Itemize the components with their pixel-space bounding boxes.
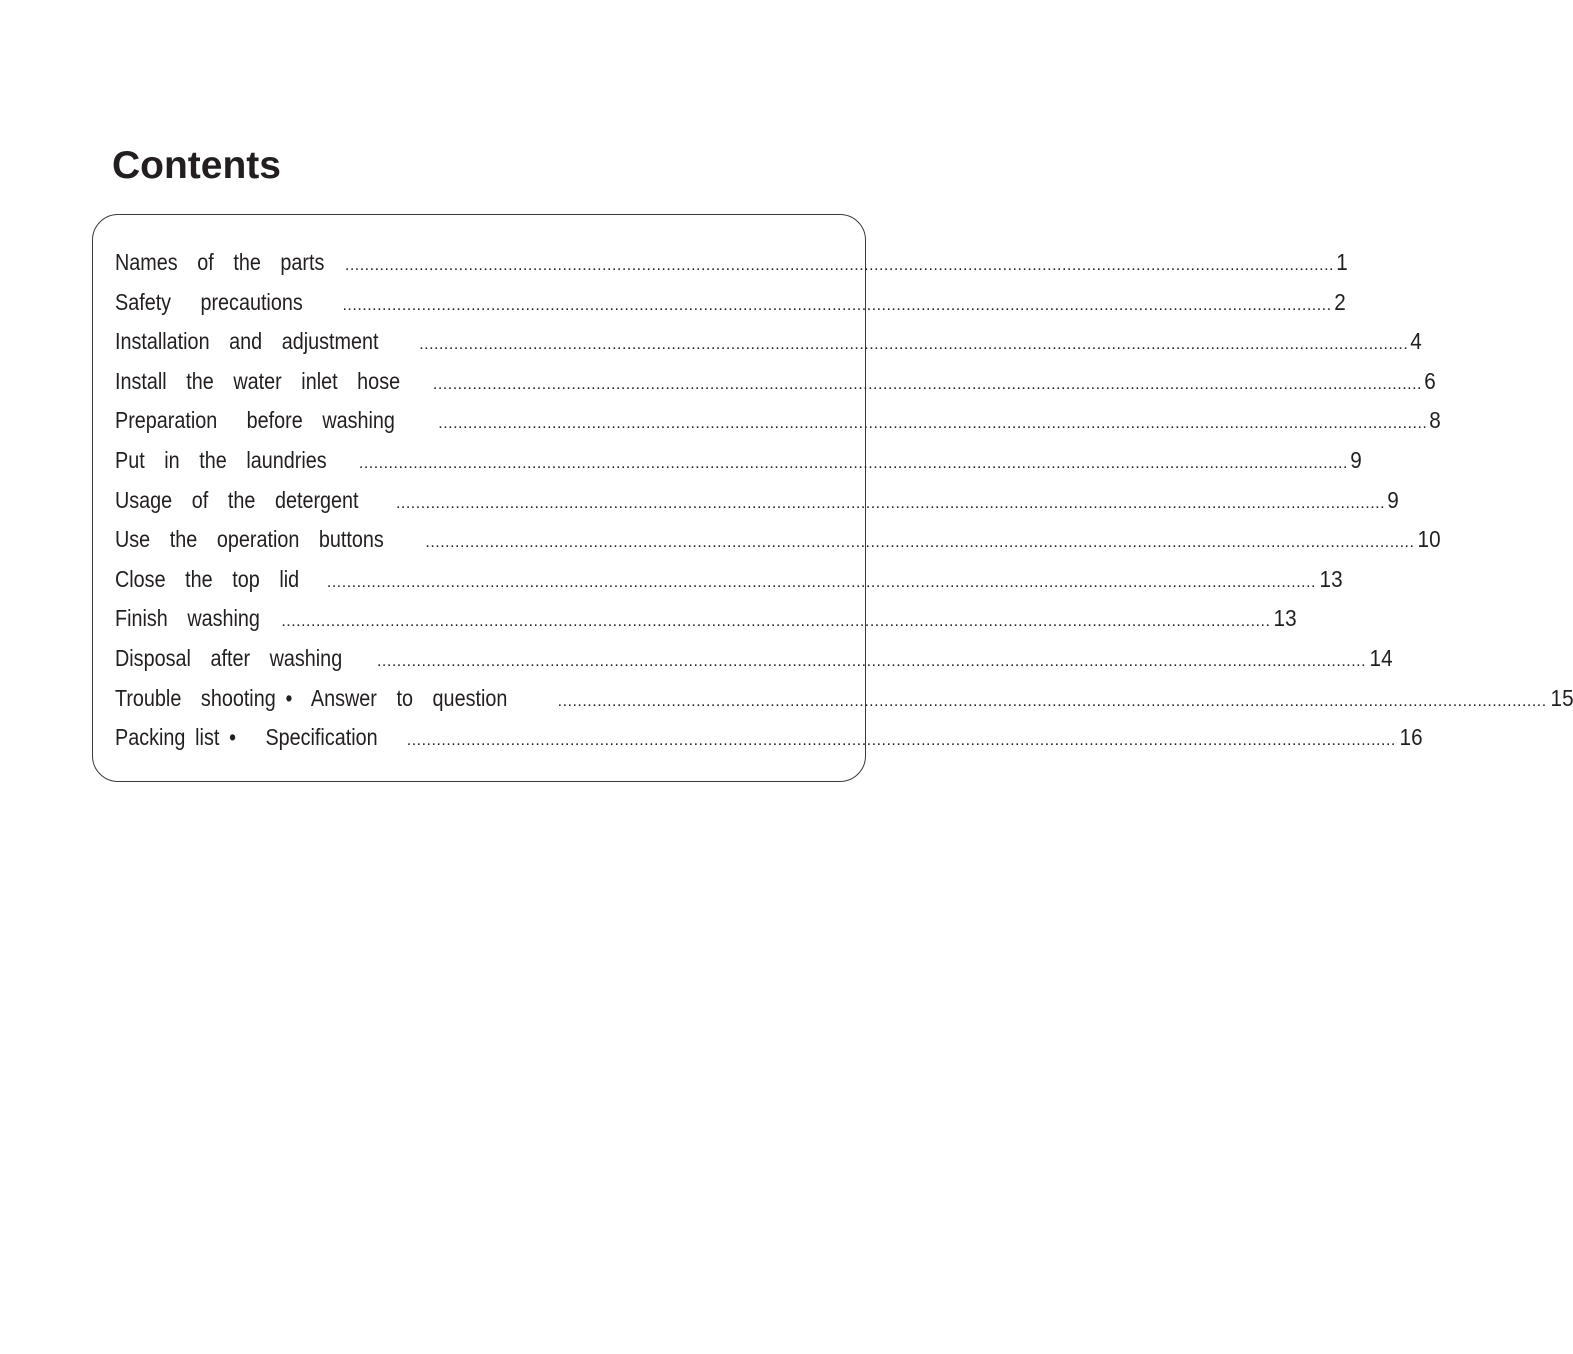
toc-entry[interactable] xyxy=(115,718,1423,758)
toc-entry-label: Finish washing xyxy=(115,605,270,632)
dot-leader: ........................................................................................................................................................................................................ xyxy=(425,534,1415,552)
toc-entry-label: Packing list • Specification xyxy=(115,724,378,751)
toc-entry-label: Use the operation buttons xyxy=(115,526,394,553)
toc-entry-label: Disposal after washing xyxy=(115,644,352,671)
toc-entry[interactable] xyxy=(115,441,1362,481)
toc-entry[interactable] xyxy=(115,560,1343,600)
toc-entry-label: Safety precautions xyxy=(115,288,323,315)
dot-leader: ........................................................................................................................................................................................................ xyxy=(557,692,1547,710)
toc-entry-label: Close the top lid xyxy=(115,565,309,592)
toc-entry-page: 8 xyxy=(1429,407,1442,434)
dot-leader: ........................................................................................................................................................................................................ xyxy=(344,257,1334,274)
toc-entry-label: Trouble shooting • Answer to question xyxy=(115,684,508,711)
toc-entry[interactable] xyxy=(115,243,1348,283)
toc-entry-label: Put in the laundries xyxy=(115,446,337,473)
dot-leader: ........................................................................................................................................................................................................ xyxy=(432,375,1422,393)
toc-entry-page: 13 xyxy=(1273,605,1297,632)
toc-entry[interactable] xyxy=(115,283,1346,323)
toc-entry-page: 2 xyxy=(1333,288,1346,315)
toc-entry-page: 9 xyxy=(1350,446,1362,473)
toc-entry-page: 15 xyxy=(1550,684,1573,711)
toc-entry-page: 10 xyxy=(1417,526,1442,553)
toc-entry[interactable] xyxy=(115,520,1442,560)
toc-entry-label: Names of the parts xyxy=(115,249,325,275)
toc-entry-page: 16 xyxy=(1399,724,1423,751)
dot-leader: ........................................................................................................................................................................................................ xyxy=(281,613,1271,631)
dot-leader: ........................................................................................................................................................................................................ xyxy=(419,336,1409,354)
dot-leader: ........................................................................................................................................................................................................ xyxy=(406,732,1396,750)
toc-entry-page: 13 xyxy=(1319,565,1343,592)
toc-entry-page: 6 xyxy=(1424,367,1436,394)
toc-entry-page: 1 xyxy=(1336,249,1348,275)
toc-entry-page: 9 xyxy=(1387,486,1399,513)
dot-leader: ........................................................................................................................................................................................................ xyxy=(358,454,1348,472)
dot-leader: ........................................................................................................................................................................................................ xyxy=(395,494,1386,512)
toc-entry[interactable] xyxy=(115,599,1297,639)
dot-leader: ........................................................................................................................................................................................................ xyxy=(342,296,1332,314)
toc-entry[interactable] xyxy=(115,401,1442,441)
dot-leader: ........................................................................................................................................................................................................ xyxy=(438,415,1428,433)
toc-entry[interactable] xyxy=(115,639,1393,679)
toc-entry[interactable] xyxy=(115,679,1573,719)
contents-list xyxy=(115,243,1573,758)
toc-entry-label: Preparation before washing xyxy=(115,407,405,434)
toc-entry-label: Installation and adjustment xyxy=(115,328,389,355)
toc-entry[interactable] xyxy=(115,322,1423,362)
dot-leader: ........................................................................................................................................................................................................ xyxy=(376,652,1367,670)
toc-entry-label: Usage of the detergent xyxy=(115,486,369,513)
toc-entry-page: 14 xyxy=(1369,644,1393,671)
toc-entry[interactable] xyxy=(115,362,1436,402)
page-title: Contents xyxy=(112,144,281,187)
toc-entry-label: Install the water inlet hose xyxy=(115,367,401,394)
dot-leader: ........................................................................................................................................................................................................ xyxy=(326,573,1316,591)
toc-entry[interactable] xyxy=(115,481,1399,521)
toc-entry-page: 4 xyxy=(1410,328,1423,355)
